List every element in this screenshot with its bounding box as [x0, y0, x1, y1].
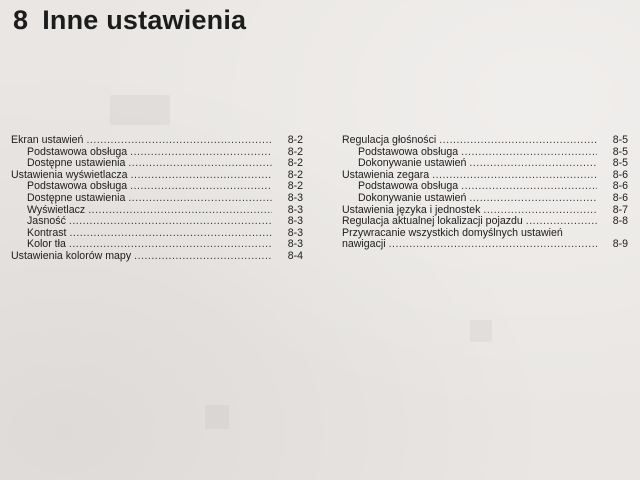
dot-leader — [69, 216, 272, 228]
toc-entry-label: Przywracanie wszystkich domyślnych ustawień — [342, 226, 563, 239]
toc-right-column — [342, 135, 628, 251]
toc-entry-label: Ustawienia kolorów mapy — [11, 249, 132, 262]
toc-entry-label: Podstawowa obsługa — [358, 145, 459, 158]
toc-entry-label: Podstawowa obsługa — [27, 180, 128, 193]
toc-entry-page: 8-2 — [287, 157, 303, 170]
dot-leader — [461, 147, 597, 159]
toc-entry[interactable] — [342, 135, 628, 147]
toc-entry-page: 8-5 — [612, 157, 628, 170]
dot-leader — [439, 135, 597, 147]
toc-entry-label: Regulacja głośności — [342, 134, 437, 146]
chapter-number: 8 — [13, 5, 29, 35]
dot-leader — [134, 251, 272, 263]
toc-entry-line — [342, 239, 628, 251]
toc-entry-label-continued: nawigacji — [342, 238, 386, 251]
toc-entry-page: 8-2 — [287, 168, 303, 181]
toc-entry-label: Dostępne ustawienia — [27, 191, 126, 204]
bleed-through-shape — [110, 95, 170, 125]
toc-entry[interactable] — [11, 135, 303, 147]
toc-entry-label: Ustawienia języka i jednostek — [342, 203, 481, 216]
toc-entry-page: 8-2 — [287, 145, 303, 158]
toc-entry-label: Ustawienia zegara — [342, 168, 430, 181]
toc-entry-page: 8-8 — [612, 215, 628, 228]
bleed-through-shape — [470, 320, 492, 342]
bleed-through-shape — [205, 405, 229, 429]
toc-entry-page: 8-3 — [287, 226, 303, 239]
toc-entry-label: Dokonywanie ustawień — [358, 191, 467, 204]
dot-leader — [469, 193, 597, 205]
chapter-title: Inne ustawienia — [42, 5, 247, 35]
dot-leader — [86, 135, 272, 147]
dot-leader — [526, 216, 597, 228]
toc-entry-page: 8-9 — [612, 238, 628, 251]
toc-entry-label: Dostępne ustawienia — [27, 157, 126, 170]
toc-entry-label: Ekran ustawień — [11, 134, 84, 146]
chapter-heading — [13, 5, 246, 36]
toc-entry[interactable] — [342, 228, 628, 251]
toc-entry-label: Kolor tła — [27, 238, 66, 251]
toc-entry-label: Kontrast — [27, 226, 67, 239]
toc-entry-label: Podstawowa obsługa — [358, 180, 459, 193]
toc-entry-label: Regulacja aktualnej lokalizacji pojazdu — [342, 215, 523, 228]
toc-entry-label: Ustawienia wyświetlacza — [11, 168, 128, 181]
dot-leader — [130, 181, 272, 193]
toc-entry-label: Jasność — [27, 215, 66, 228]
toc-entry-page: 8-4 — [287, 249, 303, 262]
dot-leader — [128, 193, 272, 205]
dot-leader — [131, 170, 272, 182]
toc-entry-page: 8-5 — [612, 145, 628, 158]
toc-entry-page: 8-3 — [287, 238, 303, 251]
dot-leader — [461, 181, 597, 193]
toc-left-column — [11, 135, 303, 263]
toc-entry-page: 8-2 — [287, 134, 303, 146]
toc-entry-page: 8-2 — [287, 180, 303, 193]
toc-entry-label: Podstawowa obsługa — [27, 145, 128, 158]
toc-entry-page: 8-7 — [612, 203, 628, 216]
toc-entry[interactable] — [11, 251, 303, 263]
toc-entry-page: 8-5 — [612, 134, 628, 146]
dot-leader — [128, 158, 272, 170]
dot-leader — [389, 239, 597, 251]
toc-entry-page: 8-6 — [612, 168, 628, 181]
toc-entry-label: Dokonywanie ustawień — [358, 157, 467, 170]
toc-entry-page: 8-3 — [287, 191, 303, 204]
toc-entry-label: Wyświetlacz — [27, 203, 86, 216]
toc-entry-page: 8-3 — [287, 215, 303, 228]
dot-leader — [88, 205, 272, 217]
dot-leader — [469, 158, 597, 170]
toc-entry-page: 8-3 — [287, 203, 303, 216]
dot-leader — [69, 228, 272, 240]
toc-entry[interactable] — [342, 193, 628, 205]
toc-entry-page: 8-6 — [612, 191, 628, 204]
toc-entry-page: 8-6 — [612, 180, 628, 193]
toc-entry[interactable] — [342, 216, 628, 228]
toc-entry[interactable] — [11, 216, 303, 228]
dot-leader — [130, 147, 272, 159]
toc-entry[interactable] — [11, 193, 303, 205]
